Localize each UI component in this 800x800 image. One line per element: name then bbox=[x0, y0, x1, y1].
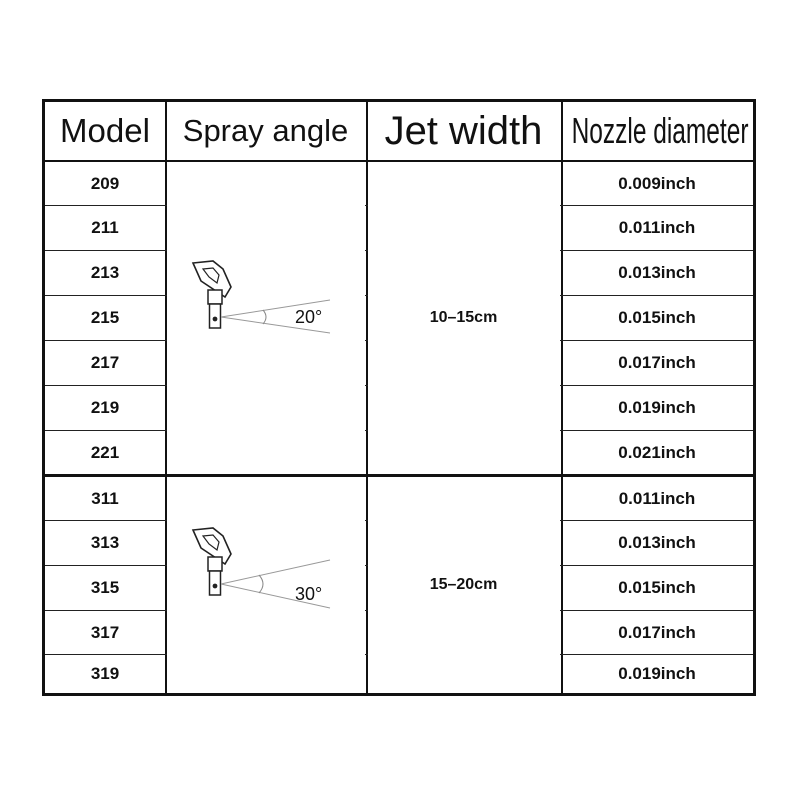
spray-angle-cell bbox=[165, 477, 366, 693]
nozzle-diameter-cell: 0.009inch bbox=[618, 173, 696, 193]
header-model-cell bbox=[45, 102, 165, 160]
model-cell: 317 bbox=[90, 622, 120, 642]
nozzle-diameter-cell: 0.013inch bbox=[618, 263, 696, 282]
spray-angle-cell bbox=[165, 162, 366, 474]
jet-width-cell: 15–20cm bbox=[429, 576, 498, 593]
header-nozzle-diameter: Nozzle diameter bbox=[571, 110, 749, 151]
nozzle-diameter-cell: 0.019inch bbox=[618, 664, 696, 683]
model-cell: 311 bbox=[91, 488, 119, 508]
model-cell: 315 bbox=[90, 578, 120, 597]
nozzle-diameter-cell: 0.015inch bbox=[618, 308, 696, 327]
header-spray-angle-cell bbox=[165, 102, 366, 160]
spray-angle-label: 30° bbox=[295, 584, 323, 604]
jet-width-cell: 10–15cm bbox=[429, 309, 498, 326]
nozzle-diameter-cell: 0.015inch bbox=[618, 578, 696, 597]
model-cell: 319 bbox=[90, 664, 120, 683]
model-cell: 211 bbox=[91, 218, 119, 237]
nozzle-diameter-cell: 0.013inch bbox=[618, 533, 696, 552]
model-cell: 219 bbox=[90, 398, 120, 417]
model-cell: 221 bbox=[90, 442, 120, 462]
nozzle-diameter-cell: 0.011inch bbox=[618, 218, 696, 237]
header-model: Model bbox=[60, 112, 150, 149]
model-cell: 215 bbox=[90, 308, 120, 327]
nozzle-diameter-cell: 0.021inch bbox=[618, 442, 696, 462]
header-nozzle-diameter-cell bbox=[561, 102, 759, 160]
nozzle-diameter-cell: 0.017inch bbox=[618, 622, 696, 642]
spray-tip-spec-table bbox=[42, 99, 756, 696]
nozzle-diameter-cell: 0.017inch bbox=[618, 353, 696, 372]
spray-tip-icon bbox=[187, 257, 332, 347]
model-cell: 209 bbox=[90, 173, 120, 193]
spray-angle-label: 20° bbox=[295, 307, 323, 327]
model-cell: 217 bbox=[90, 353, 120, 372]
model-cell: 313 bbox=[90, 533, 120, 552]
nozzle-diameter-cell: 0.011inch bbox=[618, 488, 696, 508]
nozzle-diameter-cell: 0.019inch bbox=[618, 398, 696, 417]
header-spray-angle: Spray angle bbox=[182, 113, 349, 148]
header-jet-width: Jet width bbox=[384, 108, 543, 153]
header-jet-width-cell bbox=[366, 102, 561, 160]
model-cell: 213 bbox=[90, 263, 120, 282]
